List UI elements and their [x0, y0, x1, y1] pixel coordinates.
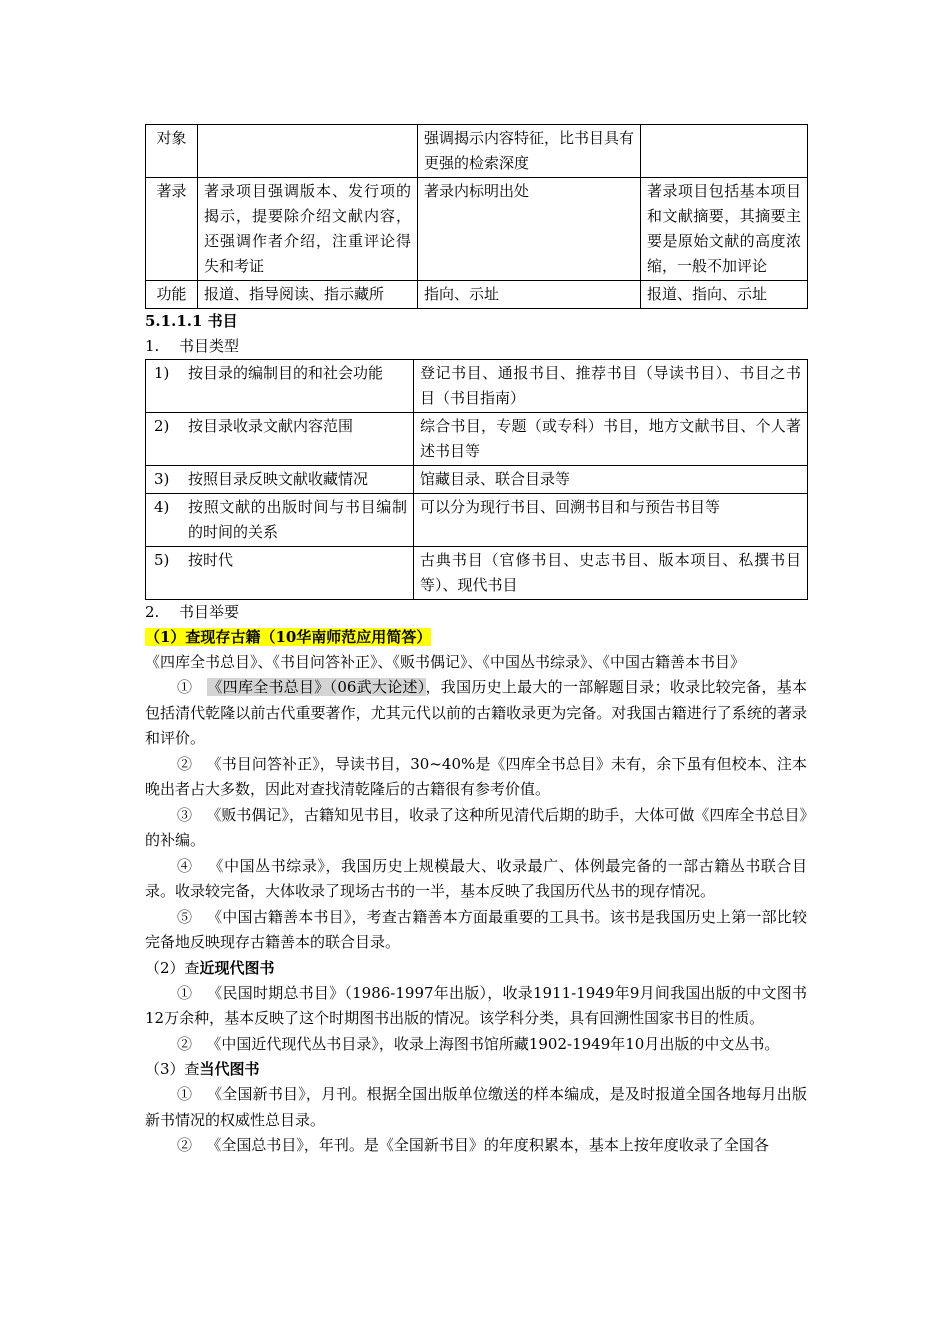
- heading-prefix: （3）查: [145, 1060, 200, 1078]
- desc-cell: 古典书目（官修书目、史志书目、版本项目、私撰书目等）、现代书目: [414, 547, 808, 600]
- table-row: [146, 413, 808, 466]
- table-row: [146, 494, 808, 547]
- type-text: 按时代: [188, 551, 234, 569]
- subsection-1-heading: [145, 625, 807, 650]
- desc-cell: 登记书目、通报书目、推荐书目（导读书目）、书目之书目（书目指南）: [414, 360, 808, 413]
- item-text: 书目类型: [179, 337, 240, 355]
- row-number: 1): [154, 364, 170, 382]
- item-number: 2.: [145, 603, 160, 621]
- section-heading: 5.1.1.1 书目: [145, 312, 238, 330]
- paragraph-text: 《中国近代现代丛书目录》，收录上海图书馆所藏1902-1949年10月出版的中文丛书。: [206, 1034, 780, 1053]
- table-row: [146, 360, 808, 413]
- row-number: 3): [154, 470, 170, 488]
- type-text: 按目录收录文献内容范围: [188, 417, 354, 435]
- table-cell: 报道、指导阅读、指示藏所: [198, 281, 418, 309]
- type-cell: [146, 413, 414, 466]
- paragraph: [145, 675, 807, 752]
- list-item-1: [145, 334, 807, 359]
- list-item-2: [145, 600, 807, 625]
- circled-number: ⑤: [177, 907, 193, 926]
- paragraph: [145, 803, 807, 854]
- table-cell: 强调揭示内容特征，比书目具有更强的检索深度: [418, 125, 641, 178]
- circled-number: ③: [177, 805, 193, 824]
- heading-bold: 当代图书: [199, 1060, 260, 1078]
- table-row: [146, 178, 808, 281]
- desc-cell: 综合书目，专题（或专科）书目，地方文献书目、个人著述书目等: [414, 413, 808, 466]
- item-number: 1.: [145, 337, 160, 355]
- circled-number: ②: [177, 1136, 193, 1154]
- row-label: 著录: [146, 178, 198, 281]
- paragraph: [145, 1032, 807, 1058]
- paragraph-text: 《贩书偶记》，古籍知见书目，收录了这种所见清代后期的助手，大体可做《四库全书总目》的补编。: [145, 805, 807, 849]
- circled-number: ②: [177, 754, 193, 773]
- desc-cell: 馆藏目录、联合目录等: [414, 466, 808, 494]
- paragraph-text: 《中国古籍善本书目》，考查古籍善本方面最重要的工具书。该书是我国历史上第一部比较完备地反映现存古籍善本的联合目录。: [145, 907, 807, 951]
- book-list: 《四库全书总目》、《书目问答补正》、《贩书偶记》、《中国丛书综录》、《中国古籍善本书目》: [145, 653, 746, 671]
- circled-number: ④: [177, 856, 193, 875]
- table-row: [146, 125, 808, 178]
- paragraph-text: 《书目问答补正》，导读书目，30~40%是《四库全书总目》未有，余下虽有但校本、注本晚出者占大多数，因此对查找清乾隆后的古籍很有参考价值。: [145, 754, 807, 798]
- bibliography-types-table: [145, 359, 808, 600]
- circled-number: ②: [177, 1034, 193, 1053]
- table-cell: [198, 125, 418, 178]
- highlighted-title: 《四库全书总目》（06武大论述）: [207, 678, 426, 696]
- table-cell: [641, 125, 808, 178]
- subsection-3-heading: [145, 1057, 807, 1082]
- heading-prefix: （2）查: [145, 958, 200, 977]
- subsection-2-heading: [145, 956, 807, 981]
- table-cell: 著录项目强调版本、发行项的揭示，提要除介绍文献内容，还强调作者介绍，注重评论得失和考证: [198, 178, 418, 281]
- table-cell: 著录项目包括基本项目和文献摘要，其摘要主要是原始文献的高度浓缩，一般不加评论: [641, 178, 808, 281]
- row-number: 2): [154, 417, 170, 435]
- type-cell: [146, 360, 414, 413]
- document-page: [145, 124, 807, 1159]
- paragraph: [145, 981, 807, 1032]
- paragraph-text: 《全国新书目》，月刊。根据全国出版单位缴送的样本编成，是及时报道全国各地每月出版新书情况的权威性总目录。: [145, 1085, 807, 1129]
- item-text: 书目举要: [179, 603, 240, 621]
- paragraph-text: ，我国历史上最大的一部解题目录；收录比较完备，基本包括清代乾隆以前古代重要著作，尤其元代以前的古籍收录更为完备。对我国古籍进行了系统的著录和评价。: [145, 678, 807, 747]
- paragraph: [145, 854, 807, 905]
- highlighted-heading: （1）查现存古籍（10华南师范应用简答）: [145, 628, 432, 646]
- heading-bold: 近现代图书: [199, 958, 275, 977]
- row-label: 对象: [146, 125, 198, 178]
- table-row: [146, 466, 808, 494]
- row-number: 4): [154, 498, 170, 516]
- type-cell: [146, 466, 414, 494]
- paragraph: [145, 1082, 807, 1133]
- type-text: 按照目录反映文献收藏情况: [188, 470, 369, 488]
- comparison-table: [145, 124, 808, 309]
- row-number: 5): [154, 551, 170, 569]
- table-cell: 指向、示址: [418, 281, 641, 309]
- circled-number: ①: [177, 983, 193, 1002]
- circled-number: ①: [177, 678, 193, 696]
- paragraph-text: 《中国丛书综录》，我国历史上规模最大、收录最广、体例最完备的一部古籍丛书联合目录。收录较完备，大体收录了现场古书的一半，基本反映了我国历代丛书的现存情况。: [145, 856, 807, 900]
- type-cell: [146, 494, 414, 547]
- table-row: [146, 281, 808, 309]
- table-cell: 著录内标明出处: [418, 178, 641, 281]
- table-cell: 报道、指向、示址: [641, 281, 808, 309]
- paragraph: [145, 1133, 807, 1159]
- type-text: 按目录的编制目的和社会功能: [188, 364, 384, 382]
- paragraph-text: 《全国总书目》，年刊。是《全国新书目》的年度积累本，基本上按年度收录了全国各: [206, 1136, 769, 1154]
- paragraph: [145, 752, 807, 803]
- row-label: 功能: [146, 281, 198, 309]
- table-row: [146, 547, 808, 600]
- paragraph-text: 《民国时期总书目》（1986-1997年出版），收录1911-1949年9月间我国出版的中文图书12万余种，基本反映了这个时期图书出版的情况。该学科分类，具有回溯性国家书目的性质。: [145, 983, 807, 1027]
- type-cell: [146, 547, 414, 600]
- desc-cell: 可以分为现行书目、回溯书目和与预告书目等: [414, 494, 808, 547]
- paragraph: [145, 905, 807, 956]
- circled-number: ①: [177, 1085, 193, 1103]
- type-text: 按照文献的出版时间与书目编制的时间的关系: [188, 498, 407, 541]
